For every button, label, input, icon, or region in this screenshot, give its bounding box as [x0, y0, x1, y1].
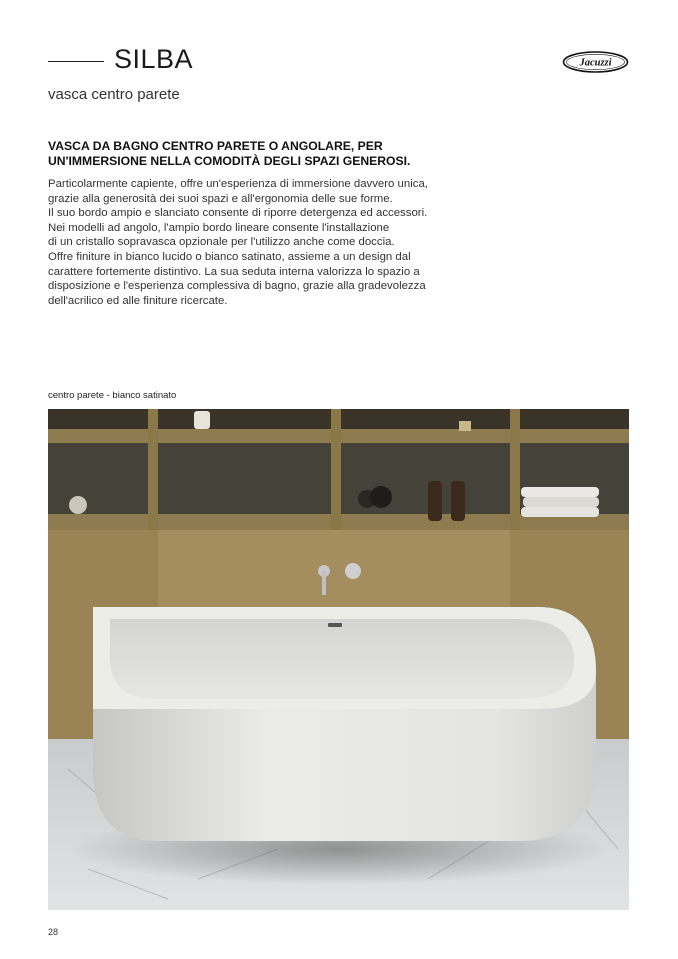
description-line: Offre finiture in bianco lucido o bianco satinato, assieme a un design dal: [48, 250, 411, 263]
bathtub-photo: [48, 409, 629, 910]
page-title: SILBA: [114, 44, 194, 74]
description-line: disposizione e l'esperienza complessiva di bagno, grazie alla gradevolezza: [48, 280, 426, 293]
description-line: Particolarmente capiente, offre un'esperienza di immersione davvero unica,: [48, 178, 428, 190]
page-number: 28: [48, 927, 59, 937]
headline-line: UN'IMMERSIONE NELLA COMODITÀ DEGLI SPAZI GENEROSI.: [48, 154, 411, 168]
jacuzzi-logo: [562, 51, 629, 73]
description-line: grazie alla generosità dei suoi spazi e all'ergonomia delle sue forme.: [48, 192, 393, 205]
page-subtitle: vasca centro parete: [48, 86, 180, 103]
headline: [48, 139, 488, 169]
description-line: carattere fortemente distintivo. La sua seduta interna valorizza lo spazio a: [48, 265, 420, 278]
bathtub-illustration: [48, 409, 629, 910]
photo-caption: centro parete - bianco satinato: [48, 390, 177, 401]
title-rule: [48, 61, 104, 62]
svg-text:Jacuzzi: Jacuzzi: [579, 57, 612, 69]
headline-line: VASCA DA BAGNO CENTRO PARETE O ANGOLARE, PER: [48, 139, 383, 153]
description: [48, 177, 488, 308]
description-line: Nei modelli ad angolo, l'ampio bordo lineare consente l'installazione: [48, 221, 390, 234]
description-line: dell'acrilico ed alle finiture ricercate.: [48, 294, 228, 307]
description-line: Il suo bordo ampio e slanciato consente di riporre detergenza ed accessori.: [48, 207, 428, 220]
description-line: di un cristallo sopravasca opzionale per l'utilizzo anche come doccia.: [48, 236, 395, 249]
